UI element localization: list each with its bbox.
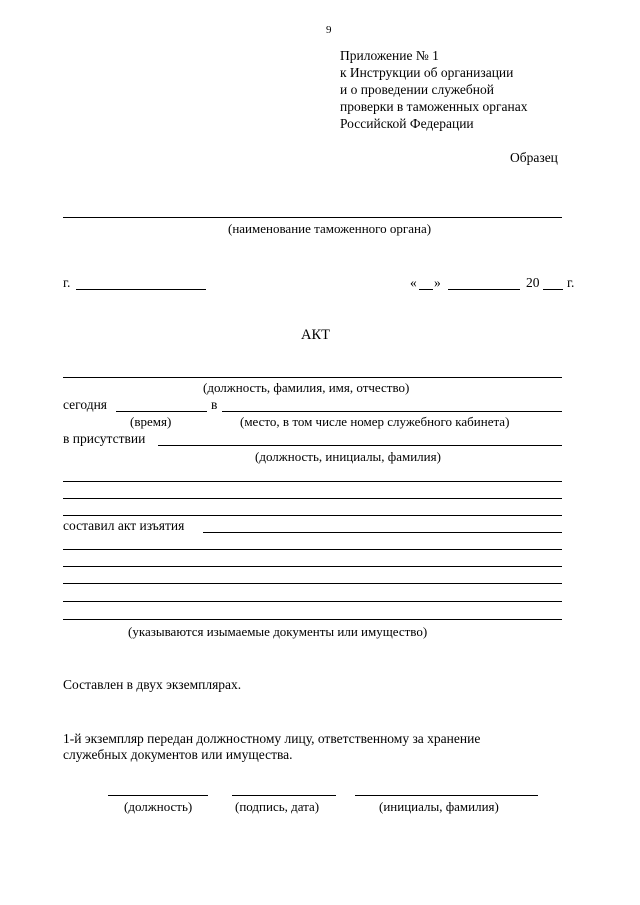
seizure-label: составил акт изъятия xyxy=(63,518,185,533)
blank-line-5 xyxy=(63,566,562,567)
signature-name-caption: (инициалы, фамилия) xyxy=(379,799,499,814)
sample-label: Образец xyxy=(510,150,558,165)
appendix-line-5: Российской Федерации xyxy=(340,116,474,131)
presence-line xyxy=(158,445,562,446)
presence-label: в присутствии xyxy=(63,431,146,446)
city-line xyxy=(76,289,206,290)
date-close-quote: » xyxy=(434,275,441,290)
appendix-line-4: проверки в таможенных органах xyxy=(340,99,528,114)
blank-line-3 xyxy=(63,515,562,516)
transfer-text-line-1: 1-й экземпляр передан должностному лицу, ответственному за хранение xyxy=(63,731,481,746)
position-line xyxy=(63,377,562,378)
date-year-line xyxy=(543,289,563,290)
signature-sign-caption: (подпись, дата) xyxy=(235,799,320,814)
signature-position-line xyxy=(108,795,208,796)
appendix-line-1: Приложение № 1 xyxy=(340,48,439,63)
date-year-prefix: 20 xyxy=(526,275,540,290)
seized-items-caption: (указываются изымаемые документы или имущество) xyxy=(128,624,428,639)
blank-line-4 xyxy=(63,549,562,550)
copies-text: Составлен в двух экземплярах. xyxy=(63,677,242,692)
place-line xyxy=(222,411,562,412)
date-day-line xyxy=(419,289,433,290)
city-prefix: г. xyxy=(63,275,71,290)
blank-line-1 xyxy=(63,481,562,482)
signature-position-caption: (должность) xyxy=(124,799,193,814)
customs-body-line xyxy=(63,217,562,218)
signature-name-line xyxy=(355,795,538,796)
presence-caption: (должность, инициалы, фамилия) xyxy=(255,449,441,464)
date-open-quote: « xyxy=(410,275,417,290)
appendix-line-3: и о проведении служебной xyxy=(340,82,494,97)
blank-line-2 xyxy=(63,498,562,499)
time-line xyxy=(116,411,207,412)
position-caption: (должность, фамилия, имя, отчество) xyxy=(203,380,410,395)
date-month-line xyxy=(448,289,520,290)
date-year-suffix: г. xyxy=(567,275,575,290)
signature-sign-line xyxy=(232,795,336,796)
appendix-line-2: к Инструкции об организации xyxy=(340,65,514,80)
transfer-text-line-2: служебных документов или имущества. xyxy=(63,747,293,762)
customs-body-caption: (наименование таможенного органа) xyxy=(228,221,432,236)
seizure-line xyxy=(203,532,562,533)
page-number: 9 xyxy=(326,24,332,36)
place-caption: (место, в том числе номер служебного кабинета) xyxy=(240,414,510,429)
blank-line-8 xyxy=(63,619,562,620)
in-label: в xyxy=(211,397,218,412)
time-caption: (время) xyxy=(130,414,172,429)
today-label: сегодня xyxy=(63,397,108,412)
blank-line-7 xyxy=(63,601,562,602)
blank-line-6 xyxy=(63,583,562,584)
document-title: АКТ xyxy=(301,327,330,343)
